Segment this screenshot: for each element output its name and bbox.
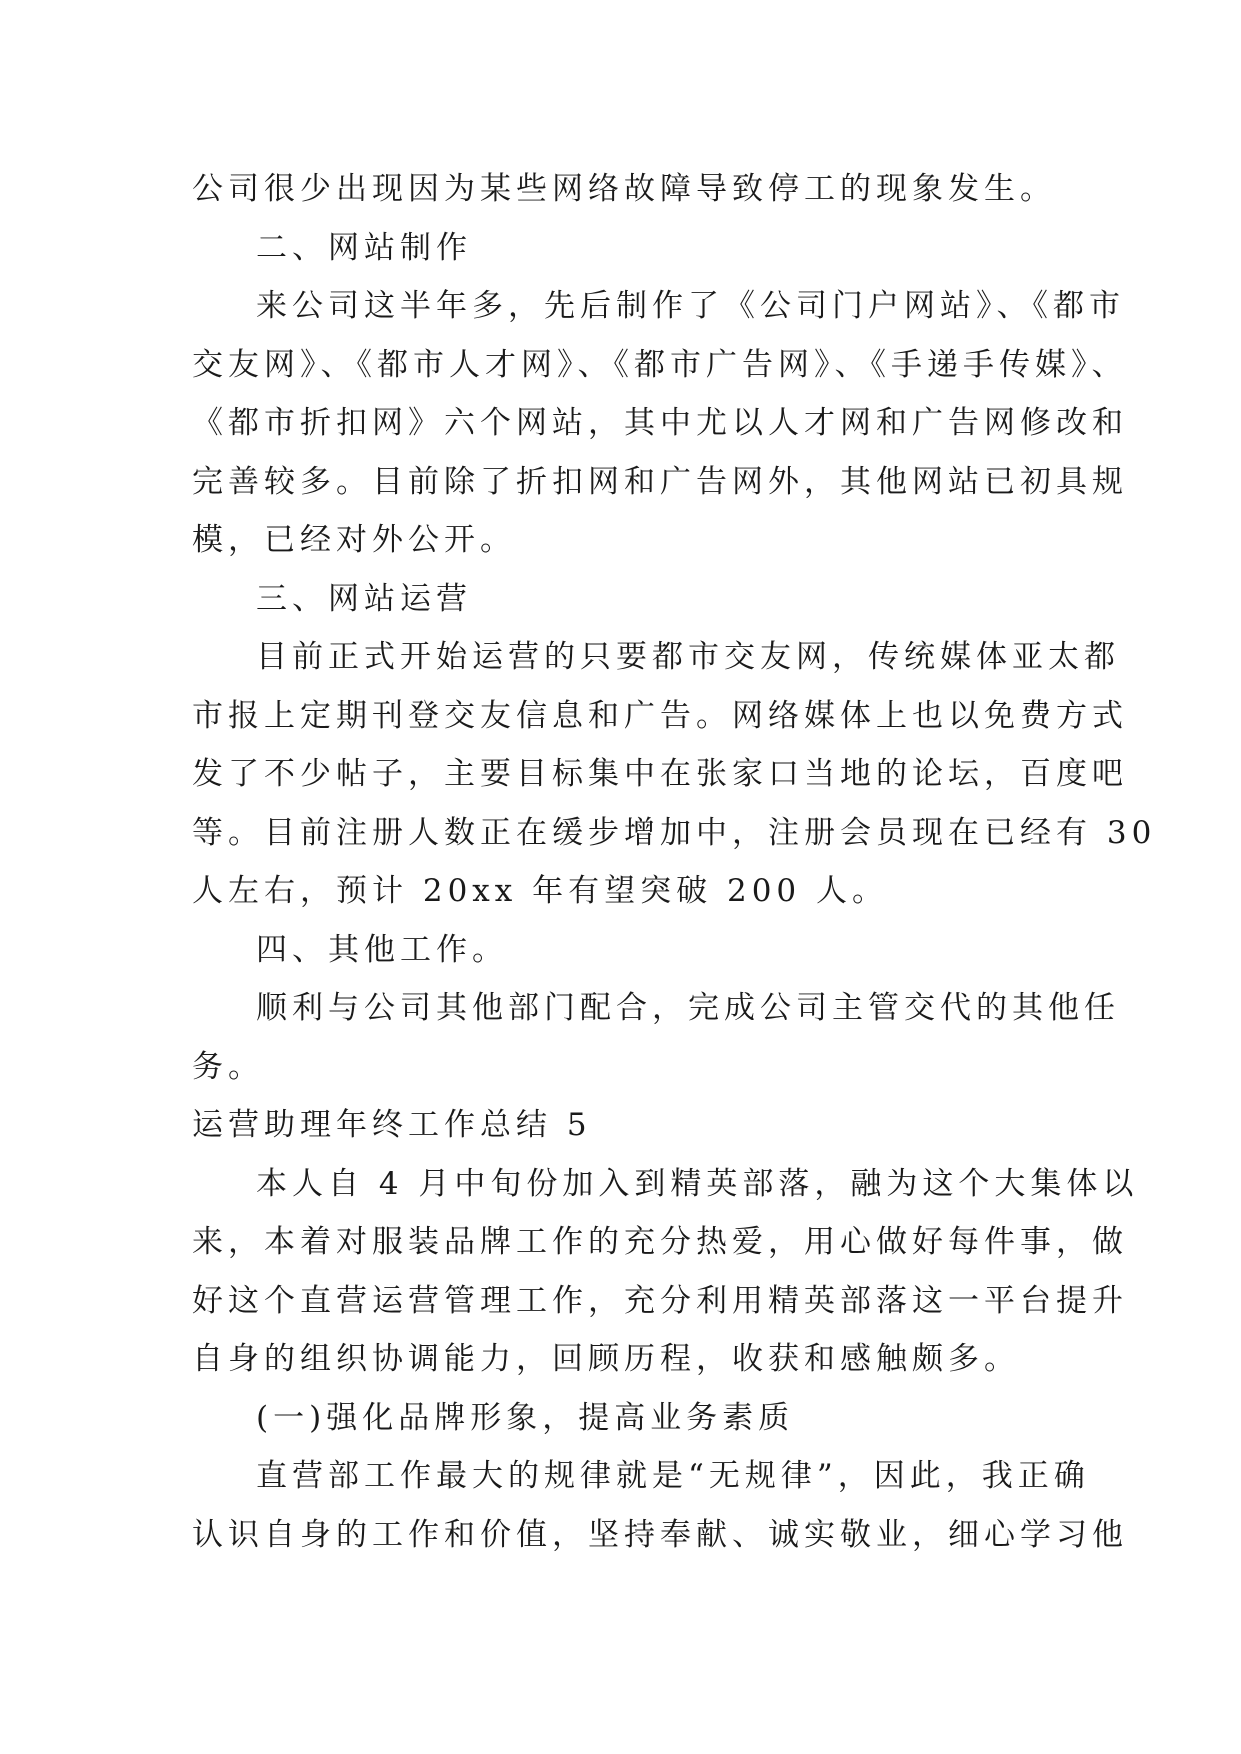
text-line: 顺利与公司其他部门配合，完成公司主管交代的其他任 <box>256 990 1120 1026</box>
text-line: 人左右，预计 20xx 年有望突破 200 人。 <box>192 873 888 909</box>
text-line: 公司很少出现因为某些网络故障导致停工的现象发生。 <box>192 171 1056 207</box>
text-line: 认识自身的工作和价值，坚持奉献、诚实敬业，细心学习他 <box>192 1516 1128 1553</box>
text-line: 好这个直营运营管理工作，充分利用精英部落这一平台提升 <box>192 1282 1128 1319</box>
section-heading: 四、其他工作。 <box>256 931 508 968</box>
section-heading: 三、网站运营 <box>256 580 472 617</box>
text-line: 自身的组织协调能力，回顾历程，收获和感触颇多。 <box>192 1341 1020 1377</box>
document-title: 运营助理年终工作总结 5 <box>192 1107 592 1143</box>
section-heading: 二、网站制作 <box>256 229 472 266</box>
text-line: 目前正式开始运营的只要都市交友网，传统媒体亚太都 <box>256 639 1120 675</box>
section-heading: (一)强化品牌形象，提高业务素质 <box>256 1399 795 1436</box>
text-line: 直营部工作最大的规律就是“无规律”，因此，我正确 <box>256 1458 1090 1494</box>
text-line: 《都市折扣网》六个网站，其中尤以人才网和广告网修改和 <box>192 405 1128 441</box>
text-line: 市报上定期刊登交友信息和广告。网络媒体上也以免费方式 <box>192 697 1128 734</box>
text-line: 来公司这半年多，先后制作了《公司门户网站》、《都市 <box>256 288 1125 324</box>
text-line: 等。目前注册人数正在缓步增加中，注册会员现在已经有 30 <box>192 814 1157 851</box>
text-line: 务。 <box>192 1048 264 1085</box>
text-line: 本人自 4 月中旬份加入到精英部落，融为这个大集体以 <box>256 1165 1139 1202</box>
text-line: 发了不少帖子，主要目标集中在张家口当地的论坛，百度吧 <box>192 756 1128 792</box>
text-line: 交友网》、《都市人才网》、《都市广告网》、《手递手传媒》、 <box>192 346 1128 383</box>
text-line: 来，本着对服装品牌工作的充分热爱，用心做好每件事，做 <box>192 1224 1128 1260</box>
text-line: 完善较多。目前除了折扣网和广告网外，其他网站已初具规 <box>192 463 1128 500</box>
text-line: 模，已经对外公开。 <box>192 522 516 558</box>
document-body <box>192 160 1157 1564</box>
